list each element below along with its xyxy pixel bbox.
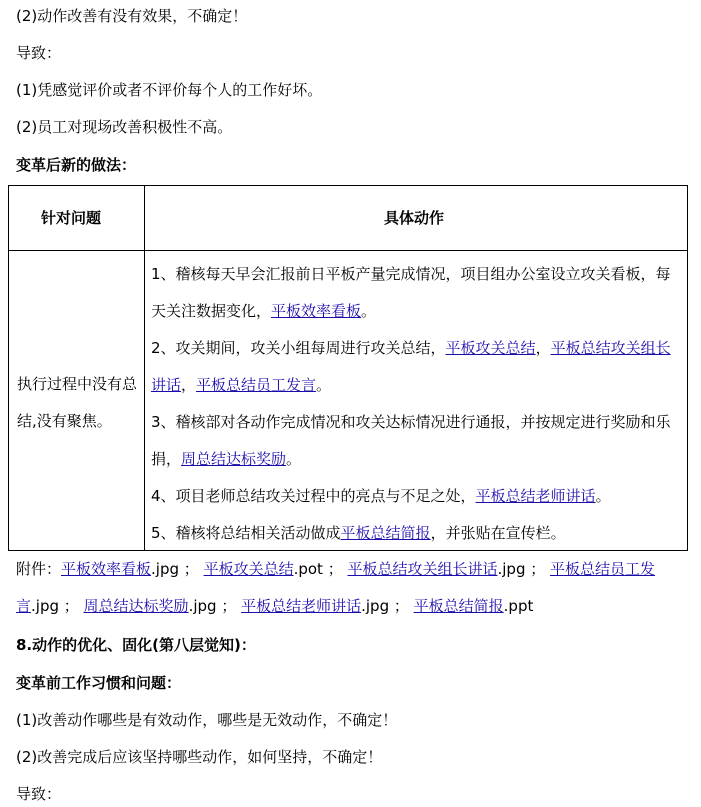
attachment-sep-2: ； xyxy=(322,560,348,578)
attachment-weekly-reward[interactable]: 周总结达标奖励 xyxy=(83,597,189,615)
attachment-efficiency-board[interactable]: 平板效率看板 xyxy=(61,560,152,578)
action-1 xyxy=(151,256,685,330)
attachment-sep-5: ； xyxy=(216,597,242,615)
attachment-summary-brief[interactable]: 平板总结简报 xyxy=(413,597,504,615)
new-method-heading: 变革后新的做法： xyxy=(16,156,137,174)
action-4-text: 4、项目老师总结攻关过程中的亮点与不足之处， xyxy=(151,487,476,505)
bottom-para-1: (1)改善动作哪些是有效动作，哪些是无效动作，不确定！ xyxy=(16,711,398,729)
link-leader-speech[interactable]: 平板总结攻关组长讲话 xyxy=(151,339,671,394)
issue-cell: 执行过程中没有总结,没有聚焦。 xyxy=(17,375,138,430)
attachment-leader-speech[interactable]: 平板总结攻关组长讲话 xyxy=(347,560,498,578)
action-2-text: 2、攻关期间，攻关小组每周进行攻关总结， xyxy=(151,339,446,357)
header-action: 具体动作 xyxy=(384,209,445,227)
action-4-end: 。 xyxy=(595,487,611,505)
link-weekly-reward[interactable]: 周总结达标奖励 xyxy=(181,450,287,468)
section-heading: 8.动作的优化、固化(第八层觉知)： xyxy=(16,636,256,654)
link-teacher-speech[interactable]: 平板总结老师讲话 xyxy=(475,487,596,505)
attachment-employee-speech[interactable]: 平板总结员工发言 xyxy=(16,560,656,615)
action-1-end: 。 xyxy=(361,302,377,320)
action-2 xyxy=(151,330,685,404)
attachments-label: 附件： xyxy=(16,560,62,578)
attachment-6-ext: .jpg xyxy=(361,597,390,615)
action-2-sep-2: ， xyxy=(181,376,197,394)
attachment-3-ext: .jpg xyxy=(497,560,526,578)
action-5-end: ，并张贴在宣传栏。 xyxy=(430,524,566,542)
action-2-end: 。 xyxy=(316,376,332,394)
link-tackle-summary[interactable]: 平板攻关总结 xyxy=(445,339,536,357)
attachment-5-ext: .jpg xyxy=(188,597,217,615)
action-1-text: 1、稽核每天早会汇报前日平板产量完成情况，项目组办公室设立攻关看板，每天关注数据变化， xyxy=(151,265,671,320)
header-issue: 针对问题 xyxy=(41,209,102,227)
link-employee-speech[interactable]: 平板总结员工发言 xyxy=(196,376,317,394)
column-divider xyxy=(144,186,145,550)
header-divider xyxy=(9,250,687,251)
attachment-4-ext: .jpg xyxy=(31,597,59,615)
attachment-teacher-speech[interactable]: 平板总结老师讲话 xyxy=(241,597,362,615)
line-effect-uncertain: (2)动作改善有没有效果，不确定！ xyxy=(16,7,248,25)
attachment-sep-3: ； xyxy=(525,560,551,578)
result-1: (1)凭感觉评价或者不评价每个人的工作好坏。 xyxy=(16,81,323,99)
attachment-7-ext: .ppt xyxy=(503,597,534,615)
attachments xyxy=(16,551,686,625)
bottom-lead-label: 导致： xyxy=(16,785,62,803)
attachment-sep-1: ； xyxy=(179,560,204,578)
action-3 xyxy=(151,404,685,478)
action-4 xyxy=(151,478,685,515)
attachment-1-ext: .jpg xyxy=(151,560,180,578)
before-heading: 变革前工作习惯和问题： xyxy=(16,674,182,692)
action-3-text: 3、稽核部对各动作完成情况和攻关达标情况进行通报，并按规定进行奖励和乐捐， xyxy=(151,413,671,468)
link-efficiency-board[interactable]: 平板效率看板 xyxy=(271,302,362,320)
action-table xyxy=(8,185,688,551)
lead-label: 导致： xyxy=(16,44,62,62)
attachment-sep-6: ； xyxy=(389,597,414,615)
attachment-tackle-summary[interactable]: 平板攻关总结 xyxy=(203,560,294,578)
attachment-2-ext: .pot xyxy=(293,560,323,578)
result-2: (2)员工对现场改善积极性不高。 xyxy=(16,118,233,136)
actions-cell xyxy=(151,256,685,552)
action-5 xyxy=(151,515,685,552)
action-3-end: 。 xyxy=(286,450,302,468)
action-5-text: 5、稽核将总结相关活动做成 xyxy=(151,524,341,542)
link-summary-brief[interactable]: 平板总结简报 xyxy=(340,524,431,542)
action-2-sep-1: ， xyxy=(535,339,551,357)
attachment-sep-4: ； xyxy=(59,597,84,615)
bottom-para-2: (2)改善完成后应该坚持哪些动作，如何坚持，不确定！ xyxy=(16,748,383,766)
